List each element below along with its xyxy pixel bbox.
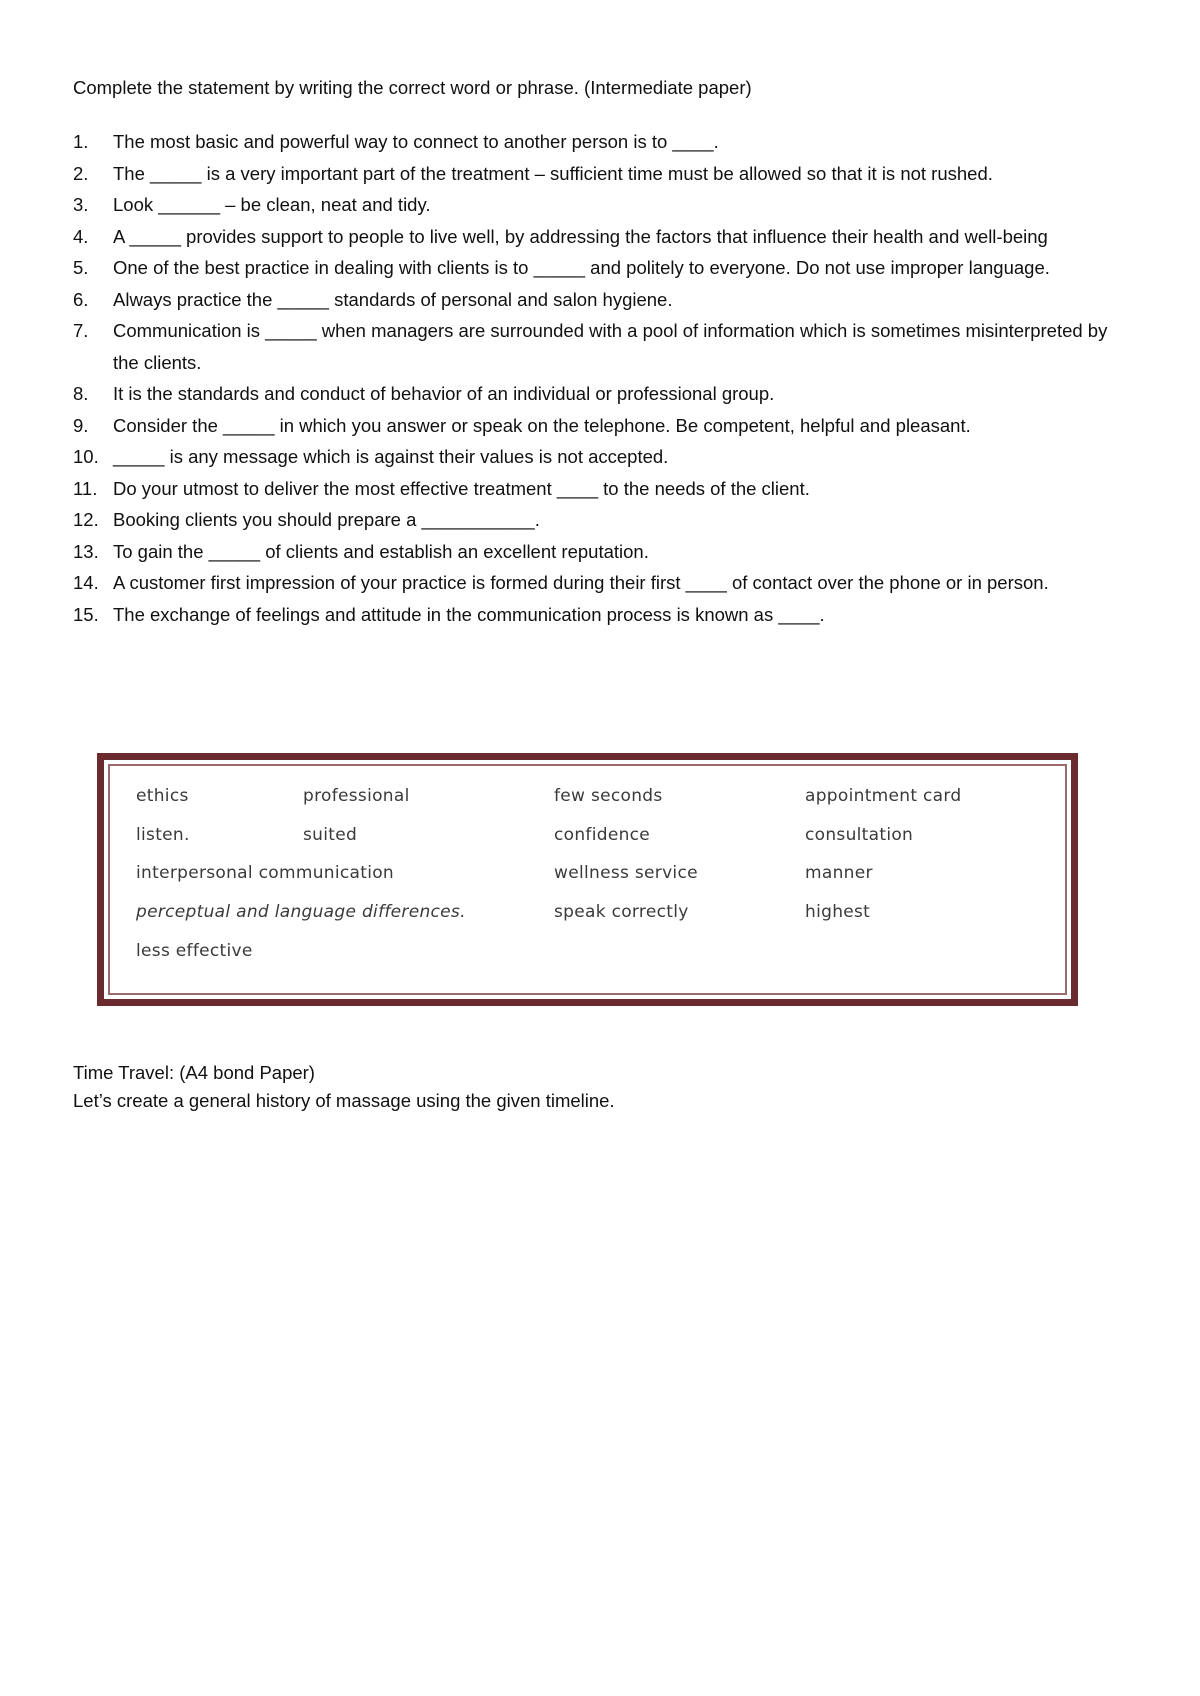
question-item [73, 252, 1123, 284]
question-text: The _____ is a very important part of the treatment – sufficient time must be allowed so that it is not rushed. [113, 162, 993, 184]
word-consultation: consultation [805, 825, 914, 845]
question-text: A customer first impression of your practice is formed during their first ____ of contact over the phone or in person. [113, 572, 1049, 593]
question-item [73, 473, 1123, 505]
question-number: 14. [73, 572, 99, 593]
word-bank-box [97, 753, 1078, 1006]
question-number: 11. [73, 477, 98, 499]
word-suited: suited [303, 825, 358, 845]
question-item [73, 284, 1123, 316]
question-number: 3. [73, 194, 89, 215]
question-text: A _____ provides support to people to live well, by addressing the factors that influence their health and well-being [113, 225, 1048, 247]
word-few-seconds: few seconds [554, 786, 663, 806]
time-travel-heading: Time Travel: (A4 bond Paper) [73, 1062, 315, 1083]
question-number: 9. [73, 414, 89, 436]
question-text: Consider the _____ in which you answer or speak on the telephone. Be competent, helpful and pleasant. [113, 414, 971, 436]
question-text: Do your utmost to deliver the most effective treatment ____ to the needs of the client. [113, 477, 810, 499]
word-ethics: ethics [136, 786, 189, 806]
question-text: _____ is any message which is against their values is not accepted. [113, 446, 669, 467]
word-manner: manner [805, 863, 873, 883]
word-speak-correctly: speak correctly [554, 902, 689, 922]
question-item [73, 315, 1123, 378]
word-wellness-service: wellness service [554, 863, 698, 883]
question-item [73, 504, 1123, 536]
question-text: Always practice the _____ standards of personal and salon hygiene. [113, 288, 673, 310]
question-text: It is the standards and conduct of behavior of an individual or professional group. [113, 383, 775, 404]
question-item [73, 378, 1123, 410]
word-listen: listen. [136, 825, 190, 845]
question-number: 4. [73, 225, 89, 247]
word-appointment-card: appointment card [805, 786, 962, 806]
question-item [73, 126, 1123, 158]
question-number: 15. [73, 603, 99, 625]
question-item [73, 189, 1123, 221]
question-item [73, 599, 1123, 631]
question-number: 7. [73, 320, 89, 341]
question-text: One of the best practice in dealing with clients is to _____ and politely to everyone. Do not use improper language. [113, 257, 1050, 278]
question-text: The exchange of feelings and attitude in the communication process is known as ____. [113, 603, 825, 625]
time-travel-section [73, 1059, 615, 1115]
question-item [73, 221, 1123, 253]
word-confidence: confidence [554, 825, 651, 845]
question-number: 6. [73, 288, 89, 310]
question-item [73, 441, 1123, 473]
question-item [73, 158, 1123, 190]
question-item [73, 536, 1123, 568]
question-number: 1. [73, 131, 89, 152]
question-number: 13. [73, 540, 99, 562]
word-less-effective: less effective [136, 941, 253, 961]
question-item [73, 567, 1123, 599]
question-text: Look ______ – be clean, neat and tidy. [113, 194, 431, 215]
question-text: To gain the _____ of clients and establish an excellent reputation. [113, 540, 649, 562]
word-professional: professional [303, 786, 410, 806]
question-text: Booking clients you should prepare a ___________. [113, 509, 540, 530]
question-number: 12. [73, 509, 99, 530]
word-interpersonal-communication: interpersonal communication [136, 863, 394, 883]
question-text: Communication is _____ when managers are surrounded with a pool of information which is sometimes misinterpreted by the clients. [113, 320, 1108, 373]
question-text: The most basic and powerful way to connect to another person is to ____. [113, 131, 719, 152]
question-list [73, 126, 1123, 630]
question-number: 2. [73, 162, 89, 184]
instruction-text: Complete the statement by writing the correct word or phrase. (Intermediate paper) [73, 77, 752, 98]
question-number: 10. [73, 446, 99, 467]
question-number: 5. [73, 257, 89, 278]
word-perceptual-differences: perceptual and language differences. [136, 902, 466, 922]
question-item [73, 410, 1123, 442]
question-number: 8. [73, 383, 89, 404]
word-highest: highest [805, 902, 871, 922]
time-travel-instruction: Let’s create a general history of massage using the given timeline. [73, 1090, 615, 1111]
